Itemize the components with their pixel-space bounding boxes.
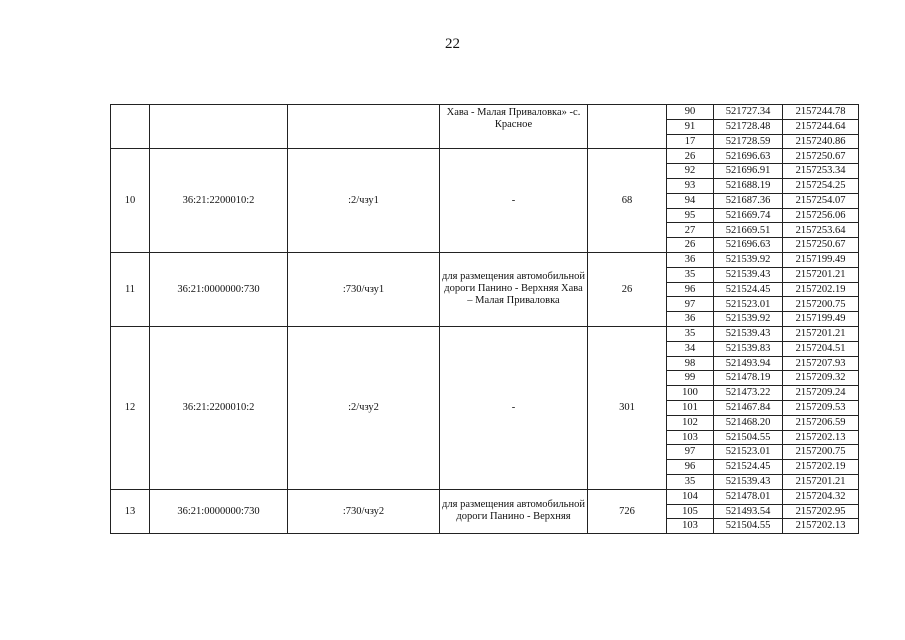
cadastral-number: 36:21:0000000:730 [150, 252, 288, 326]
part-designation: :730/чзу1 [288, 252, 440, 326]
coord-y: 2157204.32 [783, 489, 859, 504]
coord-x: 521539.43 [714, 326, 783, 341]
coord-x: 521669.51 [714, 223, 783, 238]
coord-x: 521687.36 [714, 193, 783, 208]
point-number: 34 [667, 341, 714, 356]
coord-y: 2157244.78 [783, 105, 859, 120]
point-number: 92 [667, 164, 714, 179]
plot-purpose: Хава - Малая Приваловка» -с. Красное [440, 105, 588, 149]
coord-x: 521524.45 [714, 282, 783, 297]
coord-x: 521478.01 [714, 489, 783, 504]
coord-x: 521727.34 [714, 105, 783, 120]
coord-y: 2157206.59 [783, 415, 859, 430]
coord-y: 2157254.07 [783, 193, 859, 208]
coord-y: 2157244.64 [783, 119, 859, 134]
coord-x: 521493.94 [714, 356, 783, 371]
part-designation: :2/чзу1 [288, 149, 440, 253]
coord-x: 521728.48 [714, 119, 783, 134]
point-number: 35 [667, 474, 714, 489]
coord-x: 521696.63 [714, 238, 783, 253]
plot-purpose: для размещения автомобильной дороги Панино - Верхняя Хава – Малая Приваловка [440, 252, 588, 326]
coord-x: 521468.20 [714, 415, 783, 430]
coord-y: 2157200.75 [783, 445, 859, 460]
plot-purpose: для размещения автомобильной дороги Панино - Верхняя [440, 489, 588, 533]
point-number: 99 [667, 371, 714, 386]
coord-y: 2157256.06 [783, 208, 859, 223]
coord-x: 521696.91 [714, 164, 783, 179]
coord-x: 521523.01 [714, 297, 783, 312]
table-row [111, 489, 859, 504]
point-number: 17 [667, 134, 714, 149]
coord-y: 2157199.49 [783, 252, 859, 267]
point-number: 35 [667, 267, 714, 282]
point-number: 98 [667, 356, 714, 371]
coord-y: 2157202.13 [783, 519, 859, 534]
plot-area [588, 105, 667, 149]
plot-area: 301 [588, 326, 667, 489]
point-number: 97 [667, 297, 714, 312]
coord-x: 521696.63 [714, 149, 783, 164]
coord-y: 2157250.67 [783, 238, 859, 253]
point-number: 96 [667, 460, 714, 475]
coord-y: 2157202.19 [783, 282, 859, 297]
coord-x: 521523.01 [714, 445, 783, 460]
coord-y: 2157207.93 [783, 356, 859, 371]
coord-y: 2157202.95 [783, 504, 859, 519]
plot-number: 13 [111, 489, 150, 533]
coord-x: 521524.45 [714, 460, 783, 475]
point-number: 100 [667, 386, 714, 401]
coord-y: 2157201.21 [783, 267, 859, 282]
point-number: 91 [667, 119, 714, 134]
point-number: 35 [667, 326, 714, 341]
coord-x: 521539.43 [714, 474, 783, 489]
point-number: 36 [667, 252, 714, 267]
cadastral-number [150, 105, 288, 149]
point-number: 103 [667, 519, 714, 534]
coord-y: 2157209.24 [783, 386, 859, 401]
point-number: 90 [667, 105, 714, 120]
cadastral-number: 36:21:0000000:730 [150, 489, 288, 533]
coord-y: 2157202.13 [783, 430, 859, 445]
coord-x: 521473.22 [714, 386, 783, 401]
point-number: 26 [667, 149, 714, 164]
coord-y: 2157253.64 [783, 223, 859, 238]
plot-area: 68 [588, 149, 667, 253]
coord-x: 521669.74 [714, 208, 783, 223]
part-designation: :730/чзу2 [288, 489, 440, 533]
coord-x: 521728.59 [714, 134, 783, 149]
part-designation [288, 105, 440, 149]
point-number: 95 [667, 208, 714, 223]
coord-y: 2157202.19 [783, 460, 859, 475]
part-designation: :2/чзу2 [288, 326, 440, 489]
coord-x: 521467.84 [714, 400, 783, 415]
coord-y: 2157199.49 [783, 312, 859, 327]
point-number: 104 [667, 489, 714, 504]
coord-y: 2157204.51 [783, 341, 859, 356]
coord-y: 2157209.32 [783, 371, 859, 386]
point-number: 96 [667, 282, 714, 297]
coord-x: 521539.83 [714, 341, 783, 356]
point-number: 102 [667, 415, 714, 430]
point-number: 27 [667, 223, 714, 238]
coord-y: 2157201.21 [783, 474, 859, 489]
table-row [111, 326, 859, 341]
plot-number [111, 105, 150, 149]
cadastral-number: 36:21:2200010:2 [150, 149, 288, 253]
table-row [111, 252, 859, 267]
point-number: 103 [667, 430, 714, 445]
coord-y: 2157201.21 [783, 326, 859, 341]
coord-y: 2157200.75 [783, 297, 859, 312]
coord-x: 521688.19 [714, 178, 783, 193]
coord-y: 2157250.67 [783, 149, 859, 164]
coord-y: 2157253.34 [783, 164, 859, 179]
point-number: 94 [667, 193, 714, 208]
coord-x: 521493.54 [714, 504, 783, 519]
coord-x: 521504.55 [714, 519, 783, 534]
coord-y: 2157240.86 [783, 134, 859, 149]
point-number: 97 [667, 445, 714, 460]
point-number: 26 [667, 238, 714, 253]
plot-number: 11 [111, 252, 150, 326]
coord-y: 2157254.25 [783, 178, 859, 193]
point-number: 36 [667, 312, 714, 327]
plot-number: 10 [111, 149, 150, 253]
plot-area: 726 [588, 489, 667, 533]
land-plots-table [110, 104, 859, 534]
table-row [111, 149, 859, 164]
plot-area: 26 [588, 252, 667, 326]
coord-x: 521478.19 [714, 371, 783, 386]
table-row [111, 105, 859, 120]
coord-x: 521504.55 [714, 430, 783, 445]
point-number: 93 [667, 178, 714, 193]
coord-x: 521539.92 [714, 312, 783, 327]
plot-purpose: - [440, 326, 588, 489]
coord-x: 521539.43 [714, 267, 783, 282]
plot-number: 12 [111, 326, 150, 489]
point-number: 101 [667, 400, 714, 415]
coord-y: 2157209.53 [783, 400, 859, 415]
coord-x: 521539.92 [714, 252, 783, 267]
plot-purpose: - [440, 149, 588, 253]
page-number: 22 [445, 36, 460, 52]
point-number: 105 [667, 504, 714, 519]
cadastral-number: 36:21:2200010:2 [150, 326, 288, 489]
